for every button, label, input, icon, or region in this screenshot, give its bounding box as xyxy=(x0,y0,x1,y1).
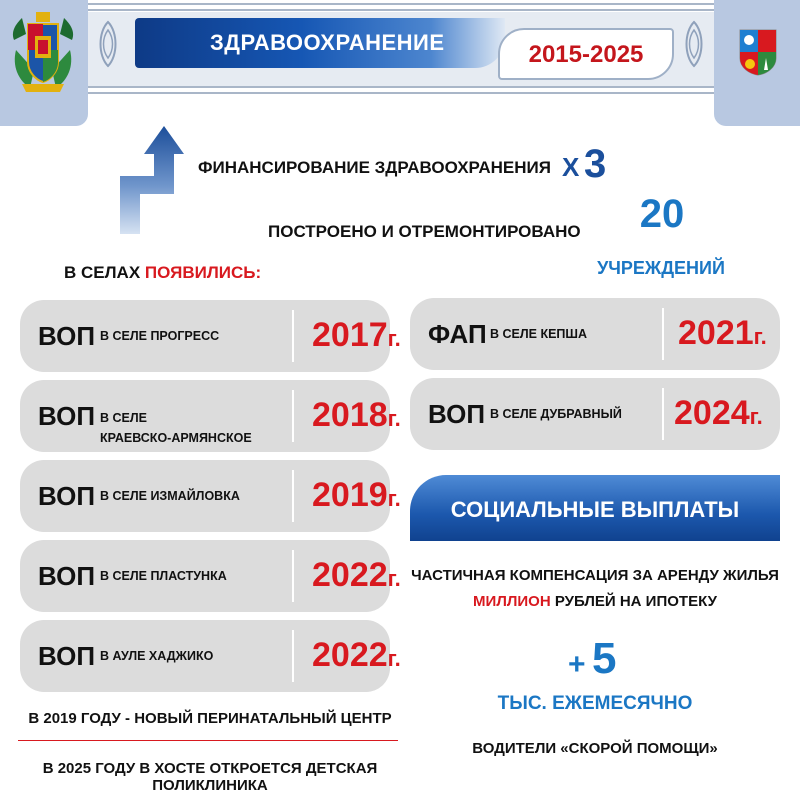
facility-year-value: 2022 xyxy=(312,636,388,674)
ornament-right-icon xyxy=(682,20,706,68)
card-divider xyxy=(662,388,664,440)
facility-card xyxy=(20,540,401,612)
facility-card xyxy=(20,300,401,372)
facility-year-suffix: г. xyxy=(387,486,401,511)
header-rail xyxy=(88,92,714,94)
facility-type: ВОП xyxy=(428,398,486,429)
facility-year-suffix: г. xyxy=(753,324,767,349)
facility-year-value: 2021 xyxy=(678,314,754,352)
funding-label: ФИНАНСИРОВАНИЕ ЗДРАВООХРАНЕНИЯ xyxy=(198,158,551,177)
villages-heading-highlight: ПОЯВИЛИСЬ: xyxy=(144,263,262,282)
facility-card xyxy=(410,298,780,370)
facility-type: ВОП xyxy=(38,560,96,591)
facility-year-value: 2019 xyxy=(312,476,388,514)
page-title: ЗДРАВООХРАНЕНИЕ xyxy=(210,30,445,55)
compensation-text: ЧАСТИЧНАЯ КОМПЕНСАЦИЯ ЗА АРЕНДУ ЖИЛЬЯ xyxy=(411,567,779,584)
card-divider xyxy=(292,630,294,682)
mortgage-rest: РУБЛЕЙ НА ИПОТЕКУ xyxy=(550,593,717,610)
facility-type: ВОП xyxy=(38,480,96,511)
bonus-value: 5 xyxy=(592,634,617,683)
facility-card xyxy=(410,378,780,450)
bonus-recipients: ВОДИТЕЛИ «СКОРОЙ ПОМОЩИ» xyxy=(472,740,718,757)
card-divider xyxy=(662,308,664,360)
bonus-sign: + xyxy=(568,648,586,681)
facility-type: ВОП xyxy=(38,640,96,671)
facility-year xyxy=(312,316,401,355)
facility-card xyxy=(20,380,401,452)
facility-year-value: 2018 xyxy=(312,396,388,434)
facility-year xyxy=(312,396,401,435)
facility-type: ВОП xyxy=(38,320,96,351)
facility-year xyxy=(674,394,763,433)
built-count: 20 xyxy=(639,192,685,236)
facility-location-line1: В СЕЛЕ xyxy=(100,411,147,425)
facility-year-suffix: г. xyxy=(387,406,401,431)
krasnodar-coat-of-arms-icon xyxy=(8,10,78,94)
facility-location-line2: КРАЕВСКО-АРМЯНСКОЕ xyxy=(100,431,252,445)
social-title: СОЦИАЛЬНЫЕ ВЫПЛАТЫ xyxy=(450,497,740,522)
facility-card xyxy=(20,460,401,532)
built-unit: УЧРЕЖДЕНИЙ xyxy=(597,258,725,278)
facility-type: ФАП xyxy=(428,318,487,349)
facility-card xyxy=(20,620,401,692)
card-divider xyxy=(292,390,294,442)
facility-location: В СЕЛЕ ПРОГРЕСС xyxy=(100,329,220,343)
bonus-unit: ТЫС. ЕЖЕМЕСЯЧНО xyxy=(497,693,693,714)
facility-location: В АУЛЕ ХАДЖИКО xyxy=(100,649,214,663)
up-arrow-icon xyxy=(118,124,184,234)
villages-heading xyxy=(64,263,261,283)
mortgage-text xyxy=(410,593,780,610)
facility-year xyxy=(312,476,401,515)
years-label: 2015-2025 xyxy=(528,41,644,68)
facility-location: В СЕЛЕ ДУБРАВНЫЙ xyxy=(490,407,622,421)
built-label: ПОСТРОЕНО И ОТРЕМОНТИРОВАНО xyxy=(268,222,581,241)
header-rail xyxy=(88,9,714,11)
facility-year-value: 2022 xyxy=(312,556,388,594)
footer-perinatal-center: В 2019 ГОДУ - НОВЫЙ ПЕРИНАТАЛЬНЫЙ ЦЕНТР xyxy=(28,710,392,727)
facility-year xyxy=(312,636,401,675)
facility-location xyxy=(100,408,252,448)
ornament-left-icon xyxy=(96,20,120,68)
facility-year-suffix: г. xyxy=(387,326,401,351)
funding-multiplier-value: 3 xyxy=(584,142,607,186)
footer-divider xyxy=(18,740,398,741)
card-divider xyxy=(292,310,294,362)
header-rail xyxy=(88,86,714,88)
header-rail xyxy=(88,3,714,5)
facility-location: В СЕЛЕ ИЗМАЙЛОВКА xyxy=(100,489,240,503)
facility-location: В СЕЛЕ КЕПША xyxy=(490,327,587,341)
footer-children-clinic: В 2025 ГОДУ В ХОСТЕ ОТКРОЕТСЯ ДЕТСКАЯ ПОЛИКЛИНИКА xyxy=(42,760,378,794)
facility-year-suffix: г. xyxy=(387,646,401,671)
facility-year-suffix: г. xyxy=(749,404,763,429)
facility-year-suffix: г. xyxy=(387,566,401,591)
facility-year xyxy=(678,314,767,353)
facility-year xyxy=(312,556,401,595)
card-divider xyxy=(292,470,294,522)
sochi-coat-of-arms-icon xyxy=(738,28,778,76)
villages-heading-prefix: В СЕЛАХ xyxy=(64,263,145,282)
facility-year-value: 2017 xyxy=(312,316,388,354)
mortgage-highlight: МИЛЛИОН xyxy=(473,593,551,610)
facility-type: ВОП xyxy=(38,400,96,431)
funding-multiplier-sign: X xyxy=(562,152,580,182)
facility-year-value: 2024 xyxy=(674,394,750,432)
facility-location: В СЕЛЕ ПЛАСТУНКА xyxy=(100,569,227,583)
card-divider xyxy=(292,550,294,602)
